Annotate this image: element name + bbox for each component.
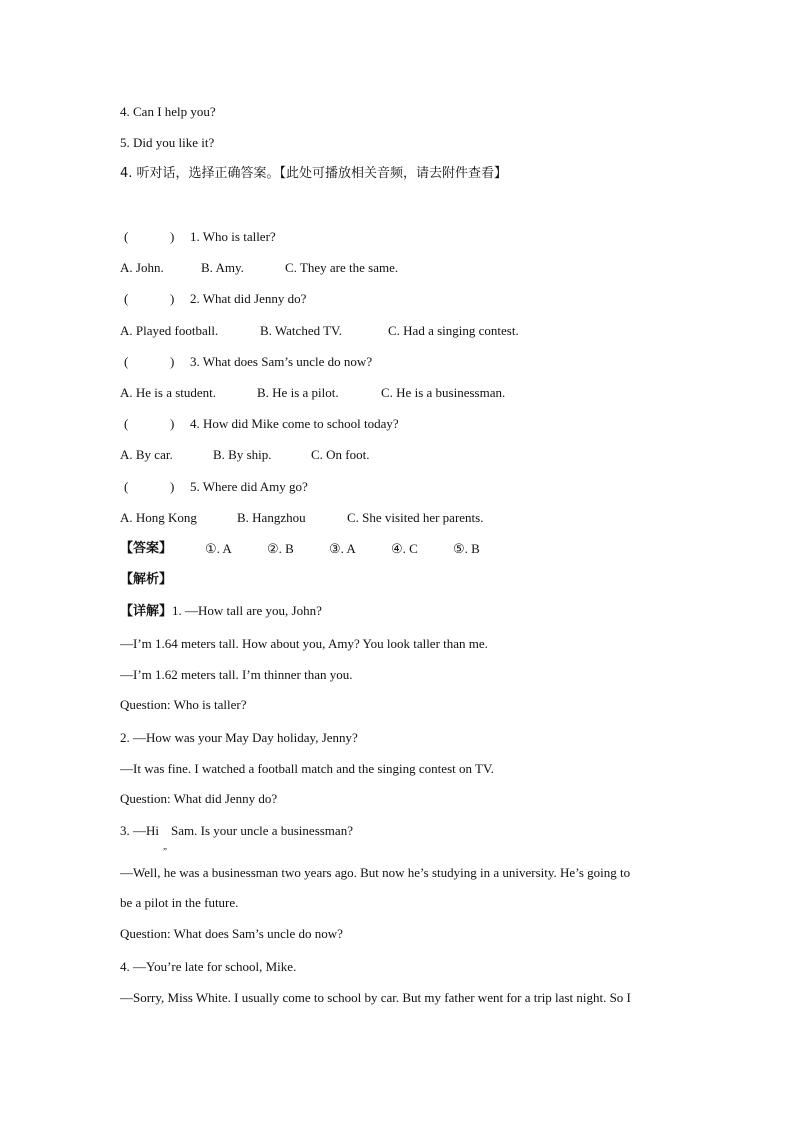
answer-blank-open: ( [124,416,129,431]
answer-item: ①. A [205,541,232,556]
answer-blank-close: ) [170,354,175,369]
question-text: 2. What did Jenny do? [190,291,307,306]
answer-item: ②. B [267,541,294,556]
question-text: 4. How did Mike come to school today? [190,416,399,431]
detail-line: 2. —How was your May Day holiday, Jenny? [120,730,358,745]
question-text: 3. What does Sam’s uncle do now? [190,354,373,369]
detail-line: —It was fine. I watched a football match and the singing contest on TV. [120,761,494,776]
section-heading: 4. 听对话，选择正确答案。【此处可播放相关音频，请去附件查看】 [120,166,508,181]
option-c: C. Had a singing contest. [388,323,519,338]
detail-line: 3. —Hi [120,823,159,838]
stray-mark: „ [163,841,167,851]
answer-blank-open: ( [124,229,129,244]
option-a: A. He is a student. [120,385,217,400]
option-a: A. Played football. [120,323,219,338]
detail-line: 4. —You’re late for school, Mike. [120,959,297,974]
answer-item: ③. A [329,541,356,556]
analysis-label: 【解析】 [120,572,173,587]
answer-item: ④. C [391,541,418,556]
text-line: 5. Did you like it? [120,135,215,150]
detail-line: Sam. Is your uncle a businessman? [171,823,353,838]
answer-blank-open: ( [124,291,129,306]
detail-line: Question: What does Sam’s uncle do now? [120,926,343,941]
detail-line: —Sorry, Miss White. I usually come to school by car. But my father went for a trip last night. So I [120,990,631,1005]
question-text: 1. Who is taller? [190,229,276,244]
answer-blank-close: ) [170,291,175,306]
option-b: B. Hangzhou [237,510,306,525]
answer-item: ⑤. B [453,541,480,556]
text-line: 4. Can I help you? [120,104,216,119]
detail-line: Question: What did Jenny do? [120,791,278,806]
answer-blank-close: ) [170,229,175,244]
option-c: C. On foot. [311,447,370,462]
answer-blank-close: ) [170,416,175,431]
option-b: B. He is a pilot. [257,385,339,400]
option-b: B. Amy. [201,260,244,275]
option-c: C. He is a businessman. [381,385,506,400]
detail-line: Question: Who is taller? [120,697,247,712]
answer-blank-open: ( [124,354,129,369]
answer-blank-close: ) [170,479,175,494]
option-b: B. By ship. [213,447,272,462]
option-a: A. Hong Kong [120,510,197,525]
detail-text: 1. —How tall are you, John? [172,603,322,618]
detail-line: —I’m 1.64 meters tall. How about you, Amy? You look taller than me. [120,636,488,651]
answer-label: 【答案】 [120,541,173,556]
option-c: C. She visited her parents. [347,510,484,525]
option-c: C. They are the same. [285,260,399,275]
detail-line: be a pilot in the future. [120,895,239,910]
question-text: 5. Where did Amy go? [190,479,308,494]
option-a: A. By car. [120,447,173,462]
detail-label: 【详解】 [120,604,173,619]
answer-blank-open: ( [124,479,129,494]
detail-line: —I’m 1.62 meters tall. I’m thinner than you. [120,667,353,682]
option-b: B. Watched TV. [260,323,343,338]
detail-line: —Well, he was a businessman two years ago. But now he’s studying in a university. He’s going to [120,865,631,880]
detail-line [120,603,322,620]
option-a: A. John. [120,260,164,275]
